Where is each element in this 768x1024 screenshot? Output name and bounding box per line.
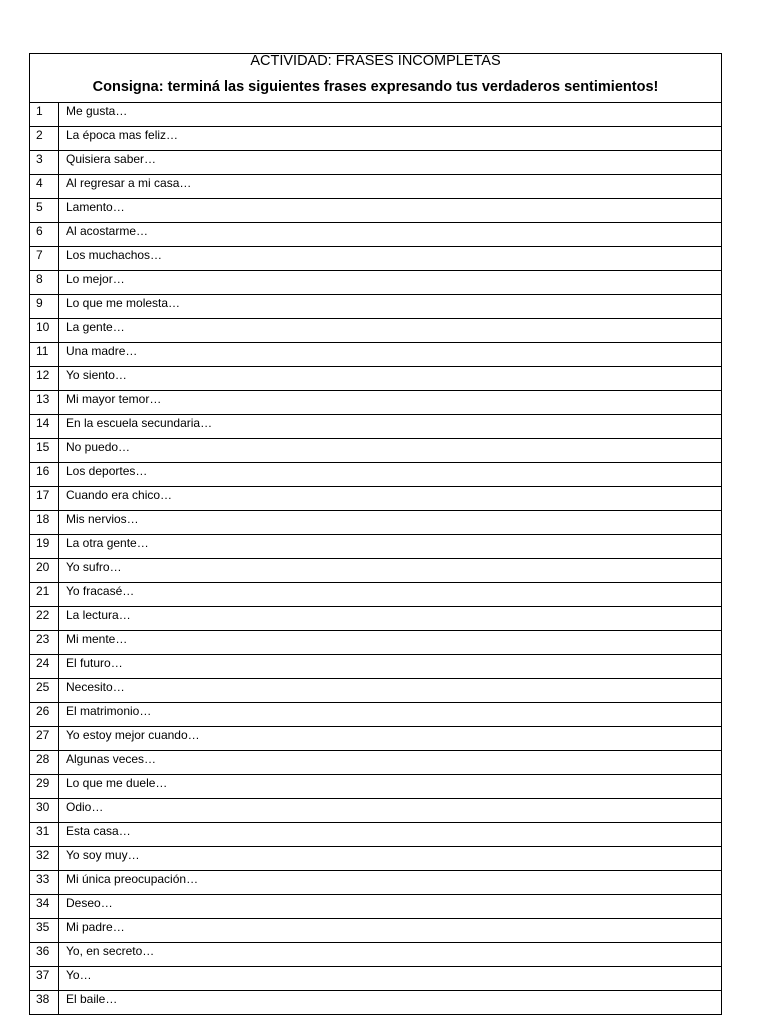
item-phrase[interactable]: Yo soy muy… <box>59 847 722 871</box>
item-number: 9 <box>30 295 59 319</box>
item-number: 20 <box>30 559 59 583</box>
table-row <box>30 223 722 247</box>
item-phrase[interactable]: Me gusta… <box>59 103 722 127</box>
item-phrase[interactable]: Mi mayor temor… <box>59 391 722 415</box>
item-phrase[interactable]: Cuando era chico… <box>59 487 722 511</box>
item-number: 35 <box>30 919 59 943</box>
item-phrase[interactable]: El baile… <box>59 991 722 1015</box>
item-number: 36 <box>30 943 59 967</box>
item-number: 15 <box>30 439 59 463</box>
table-row <box>30 367 722 391</box>
item-phrase[interactable]: En la escuela secundaria… <box>59 415 722 439</box>
table-row <box>30 655 722 679</box>
table-row <box>30 271 722 295</box>
item-number: 6 <box>30 223 59 247</box>
item-phrase[interactable]: La lectura… <box>59 607 722 631</box>
item-phrase[interactable]: Yo fracasé… <box>59 583 722 607</box>
table-row <box>30 943 722 967</box>
table-row <box>30 919 722 943</box>
item-number: 14 <box>30 415 59 439</box>
item-phrase[interactable]: El futuro… <box>59 655 722 679</box>
item-number: 2 <box>30 127 59 151</box>
table-row <box>30 631 722 655</box>
item-number: 34 <box>30 895 59 919</box>
item-number: 19 <box>30 535 59 559</box>
item-number: 32 <box>30 847 59 871</box>
table-row <box>30 679 722 703</box>
item-phrase[interactable]: Necesito… <box>59 679 722 703</box>
item-number: 11 <box>30 343 59 367</box>
item-number: 4 <box>30 175 59 199</box>
item-number: 21 <box>30 583 59 607</box>
item-phrase[interactable]: La otra gente… <box>59 535 722 559</box>
worksheet <box>29 53 722 1015</box>
table-row <box>30 199 722 223</box>
item-phrase[interactable]: Lo que me molesta… <box>59 295 722 319</box>
item-number: 33 <box>30 871 59 895</box>
item-phrase[interactable]: Esta casa… <box>59 823 722 847</box>
item-number: 26 <box>30 703 59 727</box>
table-row <box>30 559 722 583</box>
item-phrase[interactable]: Yo estoy mejor cuando… <box>59 727 722 751</box>
table-row <box>30 247 722 271</box>
table-row <box>30 799 722 823</box>
table-row <box>30 991 722 1015</box>
item-phrase[interactable]: Lamento… <box>59 199 722 223</box>
table-row <box>30 583 722 607</box>
table-row <box>30 487 722 511</box>
item-phrase[interactable]: Yo… <box>59 967 722 991</box>
item-phrase[interactable]: Algunas veces… <box>59 751 722 775</box>
table-row <box>30 895 722 919</box>
table-row <box>30 415 722 439</box>
item-number: 17 <box>30 487 59 511</box>
item-number: 38 <box>30 991 59 1015</box>
item-phrase[interactable]: Mi mente… <box>59 631 722 655</box>
item-number: 3 <box>30 151 59 175</box>
item-phrase[interactable]: Los muchachos… <box>59 247 722 271</box>
table-row <box>30 103 722 127</box>
header-cell <box>30 54 722 103</box>
item-phrase[interactable]: Yo siento… <box>59 367 722 391</box>
table-row <box>30 727 722 751</box>
table-row <box>30 151 722 175</box>
item-number: 23 <box>30 631 59 655</box>
item-phrase[interactable]: Deseo… <box>59 895 722 919</box>
sentence-table <box>29 53 722 1015</box>
item-phrase[interactable]: Mis nervios… <box>59 511 722 535</box>
item-phrase[interactable]: La época mas feliz… <box>59 127 722 151</box>
item-phrase[interactable]: Una madre… <box>59 343 722 367</box>
item-number: 31 <box>30 823 59 847</box>
item-number: 18 <box>30 511 59 535</box>
item-phrase[interactable]: Lo mejor… <box>59 271 722 295</box>
table-row <box>30 823 722 847</box>
item-phrase[interactable]: Mi única preocupación… <box>59 871 722 895</box>
item-number: 27 <box>30 727 59 751</box>
item-phrase[interactable]: La gente… <box>59 319 722 343</box>
table-row <box>30 871 722 895</box>
table-row <box>30 751 722 775</box>
table-row <box>30 967 722 991</box>
table-row <box>30 391 722 415</box>
item-phrase[interactable]: Odio… <box>59 799 722 823</box>
table-row <box>30 463 722 487</box>
item-phrase[interactable]: Al regresar a mi casa… <box>59 175 722 199</box>
item-number: 28 <box>30 751 59 775</box>
item-phrase[interactable]: Quisiera saber… <box>59 151 722 175</box>
item-number: 10 <box>30 319 59 343</box>
item-number: 5 <box>30 199 59 223</box>
item-number: 22 <box>30 607 59 631</box>
item-number: 13 <box>30 391 59 415</box>
table-row <box>30 439 722 463</box>
table-row <box>30 319 722 343</box>
worksheet-instruction: Consigna: terminá las siguientes frases expresando tus verdaderos sentimientos! <box>92 79 659 95</box>
item-number: 1 <box>30 103 59 127</box>
table-row <box>30 511 722 535</box>
item-phrase[interactable]: Lo que me duele… <box>59 775 722 799</box>
worksheet-title: ACTIVIDAD: FRASES INCOMPLETAS <box>250 53 501 69</box>
item-phrase[interactable]: Yo sufro… <box>59 559 722 583</box>
item-number: 7 <box>30 247 59 271</box>
table-row <box>30 775 722 799</box>
table-row <box>30 535 722 559</box>
item-phrase[interactable]: Mi padre… <box>59 919 722 943</box>
item-phrase[interactable]: Al acostarme… <box>59 223 722 247</box>
item-phrase[interactable]: Yo, en secreto… <box>59 943 722 967</box>
item-number: 30 <box>30 799 59 823</box>
item-phrase[interactable]: Los deportes… <box>59 463 722 487</box>
table-row <box>30 703 722 727</box>
header-row <box>30 54 722 103</box>
item-phrase[interactable]: No puedo… <box>59 439 722 463</box>
table-row <box>30 847 722 871</box>
table-row <box>30 127 722 151</box>
table-row <box>30 607 722 631</box>
item-number: 24 <box>30 655 59 679</box>
item-number: 25 <box>30 679 59 703</box>
table-row <box>30 343 722 367</box>
item-number: 16 <box>30 463 59 487</box>
item-number: 12 <box>30 367 59 391</box>
table-row <box>30 295 722 319</box>
item-phrase[interactable]: El matrimonio… <box>59 703 722 727</box>
table-row <box>30 175 722 199</box>
item-number: 29 <box>30 775 59 799</box>
item-number: 8 <box>30 271 59 295</box>
item-number: 37 <box>30 967 59 991</box>
